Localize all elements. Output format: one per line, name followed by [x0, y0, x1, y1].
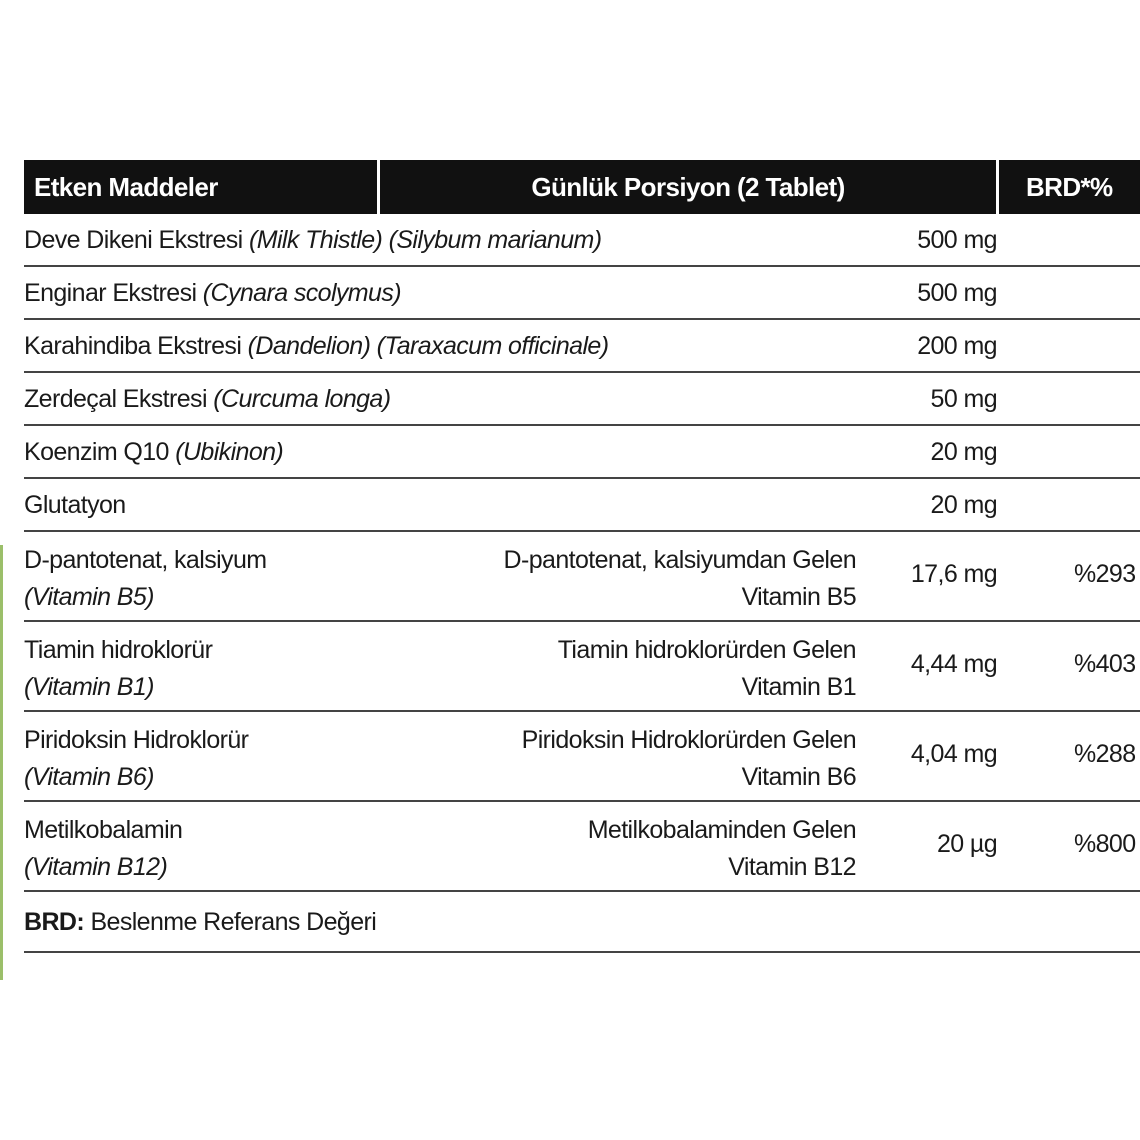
table-row [24, 622, 1140, 712]
header-divider [996, 160, 999, 214]
ingredient-name: Tiamin hidroklorür (Vitamin B1) [24, 636, 213, 701]
ingredient-amount: 500 mg [917, 226, 997, 254]
ingredient-amount: 200 mg [917, 332, 997, 360]
table-row [24, 214, 1140, 267]
table-row [24, 712, 1140, 802]
table-footer [24, 892, 1140, 953]
brd-percent: %403 [1074, 650, 1136, 678]
vitamin-source: Metilkobalaminden Gelen Vitamin B12 [587, 816, 856, 881]
ingredient-name: Zerdeçal Ekstresi (Curcuma longa) [24, 385, 391, 413]
ingredient-amount: 20 mg [930, 438, 997, 466]
header-brd: BRD*% [1026, 172, 1113, 202]
ingredient-name: D-pantotenat, kalsiyum (Vitamin B5) [24, 546, 267, 611]
header-ingredients: Etken Maddeler [34, 172, 218, 202]
table-row [24, 320, 1140, 373]
ingredient-amount: 20 µg [936, 830, 997, 858]
ingredients-table [24, 160, 1140, 953]
brd-percent: %288 [1074, 740, 1136, 768]
ingredient-amount: 500 mg [917, 279, 997, 307]
left-accent-bar [0, 545, 3, 980]
ingredient-amount: 4,04 mg [910, 740, 997, 768]
vitamin-source: D-pantotenat, kalsiyumdan Gelen Vitamin B5 [503, 546, 856, 611]
table-header [24, 160, 1140, 214]
table-row [24, 267, 1140, 320]
ingredient-amount: 20 mg [930, 491, 997, 519]
brd-percent: %293 [1074, 560, 1136, 588]
ingredient-name: Koenzim Q10 (Ubikinon) [24, 438, 284, 466]
ingredient-name: Enginar Ekstresi (Cynara scolymus) [24, 279, 401, 307]
header-portion: Günlük Porsiyon (2 Tablet) [531, 172, 845, 202]
ingredient-name: Piridoksin Hidroklorür (Vitamin B6) [24, 726, 249, 791]
footnote: BRD: Beslenme Referans Değeri [24, 908, 377, 936]
ingredient-amount: 4,44 mg [910, 650, 997, 678]
ingredient-name: Deve Dikeni Ekstresi (Milk Thistle) (Silybum marianum) [24, 226, 602, 254]
ingredient-amount: 17,6 mg [910, 560, 997, 588]
vitamin-source: Tiamin hidroklorürden Gelen Vitamin B1 [557, 636, 856, 701]
table-row [24, 426, 1140, 479]
table-row [24, 373, 1140, 426]
vitamin-source: Piridoksin Hidroklorürden Gelen Vitamin B6 [521, 726, 856, 791]
table-row [24, 802, 1140, 892]
table-row [24, 532, 1140, 622]
ingredient-name: Glutatyon [24, 491, 126, 519]
ingredient-name: Karahindiba Ekstresi (Dandelion) (Taraxacum officinale) [24, 332, 609, 360]
brd-percent: %800 [1074, 830, 1136, 858]
ingredient-amount: 50 mg [930, 385, 997, 413]
table-row [24, 479, 1140, 532]
ingredient-name: Metilkobalamin (Vitamin B12) [24, 816, 183, 881]
